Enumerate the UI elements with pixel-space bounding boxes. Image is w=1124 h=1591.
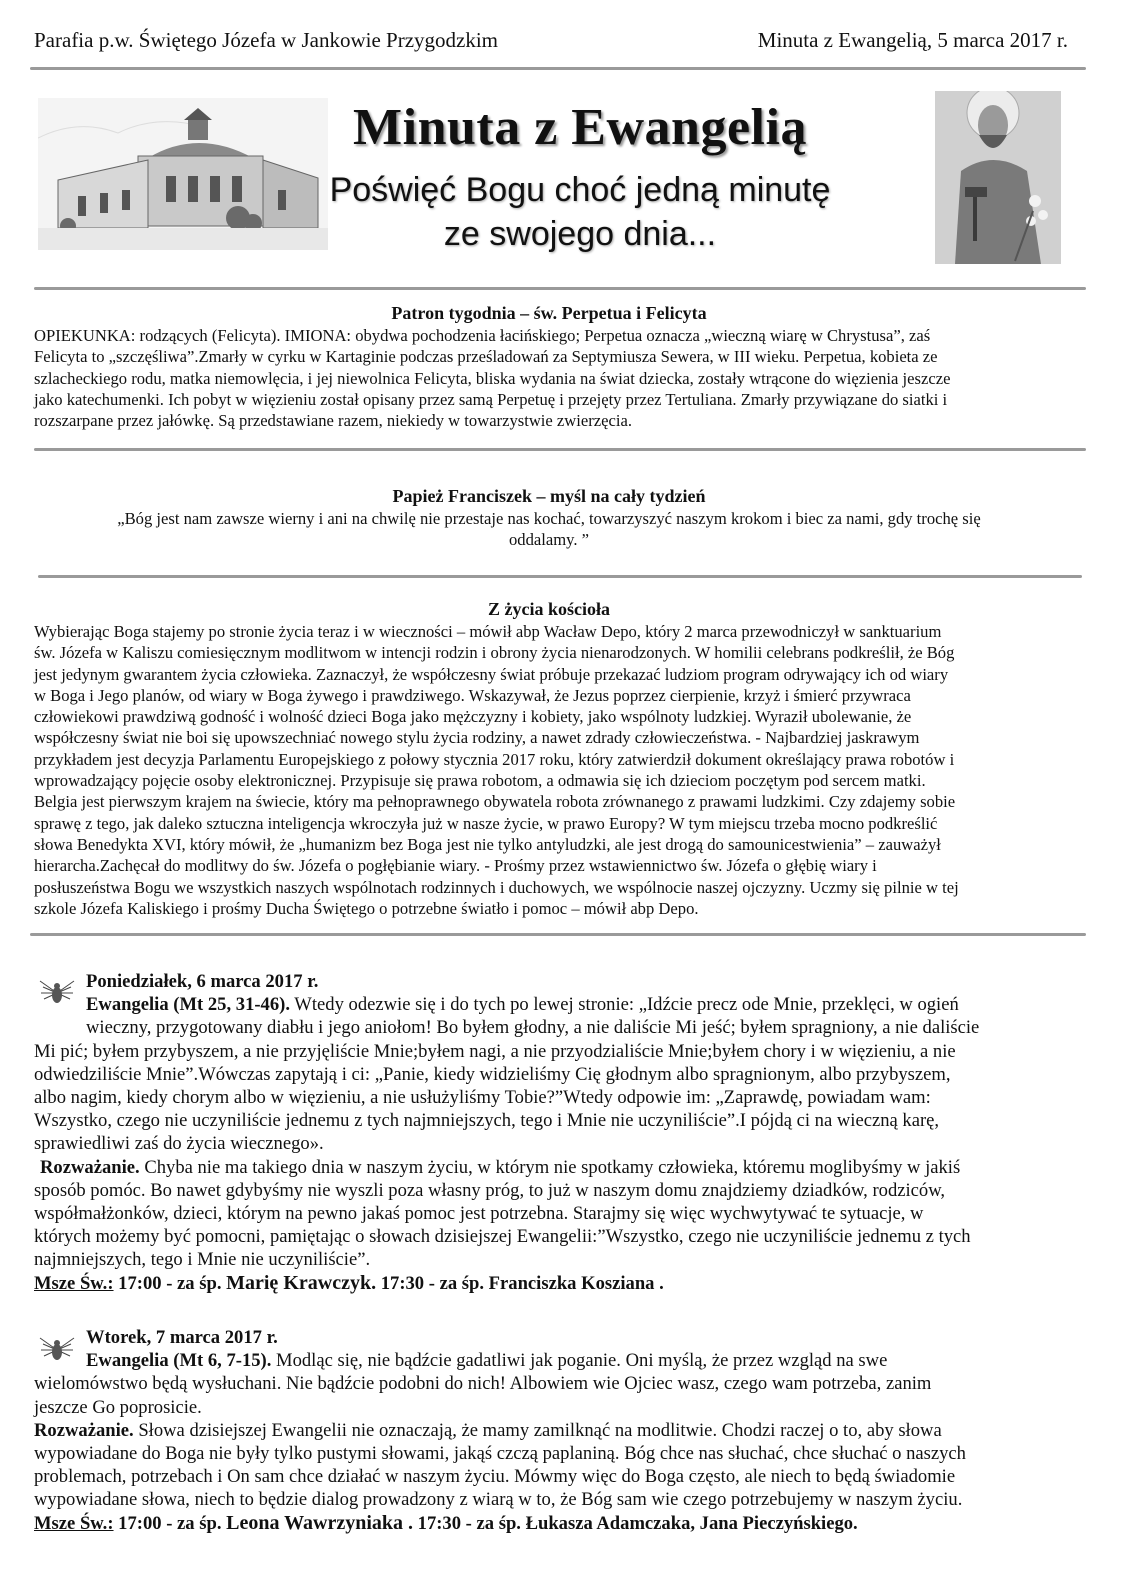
church-life-line: szkole Józefa Kaliskiego i prośmy Ducha Świętego o potrzebne światło i pomoc – mówił abp Depo.	[34, 898, 699, 918]
monday-reflection-text: Chyba nie ma takiego dnia w naszym życiu, w którym nie spotkamy człowieka, któremu moglibyśmy w jakiś	[139, 1156, 961, 1178]
church-life-line: posłuszeństwa Bogu we wszystkich naszych wspólnotach rodzinnych i duchowych, we wspólnocie naszej ojczyzny. Uczmy się pilnie w tej	[34, 877, 959, 897]
masthead-title: Minuta z Ewangelią	[353, 99, 807, 156]
monday-reflection-line: których możemy być pomocni, pamiętając o słowach dzisiejszej Ewangelii:”Wszystko, czego nie uczyniliście jednemu z tych	[34, 1226, 971, 1248]
monday-section	[34, 970, 1074, 1295]
issue-date: Minuta z Ewangelią, 5 marca 2017 r.	[757, 28, 1068, 52]
church-life-line: człowiekowi prawdziwą godność i wolność dzieci Boga jako mężczyzny i kobiety, jako wspólnoty ludzkiej. Wyraził ubolewanie, że	[34, 707, 912, 727]
monday-reflection-label: Rozważanie.	[40, 1156, 140, 1178]
church-life-text	[34, 621, 1064, 919]
monday-masses	[34, 1272, 1074, 1295]
monday-gospel-line: albo nagim, kiedy chorym albo w więzieniu, a nie usłużyliśmy Tobie?”Wtedy odpowie im: „Zaprawdę, powiadam wam:	[34, 1087, 931, 1109]
subtitle-line-2: ze swojego dnia...	[443, 215, 717, 253]
church-life-line: w Boga i Jego planów, od wiary w Boga żywego i prawdziwego. Wskazywał, że Jezus poprzez cierpienie, krzyż i śmierć przywraca	[34, 685, 911, 705]
mass-label: Msze Św.:	[34, 1272, 114, 1294]
parish-name: Parafia p.w. Świętego Józefa w Jankowie Przygodzkim	[34, 28, 499, 52]
divider	[30, 67, 1086, 70]
masthead-subtitle	[300, 168, 860, 256]
monday-reflection-line: współmałżonków, dzieci, którym na pewno jakaś pomoc jest potrzebna. Starajmy się więc wychwytywać te sytuacje, w	[34, 1203, 924, 1225]
mass-time: 17:00 - za śp.	[113, 1272, 227, 1294]
tuesday-section	[34, 1326, 1074, 1535]
tuesday-gospel-line: jeszcze Go poprosicie.	[34, 1396, 202, 1418]
saint-joseph-image	[935, 91, 1061, 264]
church-life-line: Belgia jest pierwszym krajem na świecie, który ma pełnoprawnego obywatela robota zrównanego z prawami ludzkimi. Czy zdajemy sobie	[34, 792, 956, 812]
tuesday-gospel-text: Modląc się, nie bądźcie gadatliwi jak poganie. Oni myślą, że przez wzgląd na swe	[271, 1350, 888, 1372]
patron-line: OPIEKUNKA: rodzących (Felicyta). IMIONA: obydwa pochodzenia łacińskiego; Perpetua oznacza „wieczną wiarę w Chrystusa”, zaś	[34, 326, 931, 345]
church-life-line: jest jedynym gwarantem życia człowieka. Zaznaczył, że współczesny świat próbuje przekazać ludziom program odrywający ich od wiary	[34, 664, 949, 684]
mass-label: Msze Św.:	[34, 1512, 114, 1534]
pope-quote-line: oddalamy. ”	[508, 530, 590, 550]
monday-date: Poniedziałek, 6 marca 2017 r.	[86, 971, 319, 992]
church-life-line: przykładem jest decyzja Parlamentu Europejskiego z połowy stycznia 2017 roku, który zatwierdził dokument określający prawa robotów i	[34, 749, 955, 769]
patron-line: Felicyta to „szczęśliwa”.Zmarły w cyrku w Kartaginie podczas prześladowań za Septymiusza Sewera, w III wieku. Perpetua, kobieta ze	[34, 347, 938, 367]
divider	[30, 933, 1086, 936]
tuesday-date: Wtorek, 7 marca 2017 r.	[86, 1327, 278, 1348]
divider	[38, 575, 1082, 578]
monday-gospel-line: sprawiedliwi zaś do życia wiecznego».	[34, 1133, 324, 1155]
tuesday-gospel-line: wielomówstwo będą wysłuchani. Nie bądźcie podobni do nich! Albowiem wie Ojciec wasz, czego wam potrzeba, zanim	[34, 1373, 932, 1395]
church-life-line: sprawę z tego, jak daleko sztuczna inteligencja wkroczyła już w nasze życie, w prawo Europy? W tym miejscu trzeba mocno podkreślić	[34, 813, 938, 833]
pope-quote-line: „Bóg jest nam zawsze wierny i ani na chwilę nie przestaje nas kochać, towarzyszyć naszym krokom i biec za nami, gdy trochę się	[117, 509, 981, 528]
mass-intention: Leona Wawrzyniaka .	[226, 1511, 413, 1534]
pope-quote	[34, 508, 1064, 551]
church-image	[38, 98, 328, 250]
patron-line: szlacheckiego rodu, matka niemowlęcia, i jej niewolnica Felicyta, bliska wydania na świat dziecka, zostały wtrącone do więzienia jeszcze	[34, 368, 951, 388]
monday-gospel-line: odwiedziliście Mnie”.Wówczas zapytają i ci: „Panie, kiedy widzieliśmy Cię głodnym albo spragnionym, albo przybyszem,	[34, 1063, 951, 1085]
patron-line: jako katechumenki. Ich pobyt w więzieniu został opisany przez samą Perpetuę i przejęty przez Tertuliana. Zmarły przywiązane do siatki i	[34, 389, 948, 409]
patron-line: rozszarpane przez jałówkę. Są przedstawiane razem, niekiedy w towarzystwie zwierzęcia.	[34, 411, 632, 431]
monday-gospel-line: Mi pić; byłem przybyszem, a nie przyjęliście Mnie;byłem nagi, a nie przyodzialiście Mnie;byłem chory i w więzieniu, a nie	[34, 1040, 956, 1062]
monday-reflection-line: najmniejszych, tego i Mnie nie uczyniliście”.	[34, 1249, 371, 1271]
patron-heading: Patron tygodnia – św. Perpetua i Felicyta	[391, 303, 707, 323]
subtitle-line-1: Poświęć Bogu choć jedną minutę	[329, 171, 831, 209]
tuesday-reflection-line: wypowiadane do Boga nie były tylko pustymi słowami, jakąś czczą paplaniną. Bóg chce nas słuchać, chce słuchać o naszych	[34, 1443, 966, 1465]
church-life-line: słowa Benedykta XVI, który mówił, że „humanizm bez Boga jest nie tylko antyludzki, ale jest drogą do samounicestwienia” – zauważył	[34, 834, 941, 854]
church-life-line: wprowadzający pojęcie osoby elektronicznej. Przypisuje się prawa robotom, a odmawia się ich dzieciom poczętym pod sercem matki.	[34, 771, 926, 791]
church-life-line: Wybierając Boga stajemy po stronie życia teraz i w wieczności – mówił abp Wacław Depo, który 2 marca przewodniczył w sanktuarium	[34, 622, 942, 641]
pope-heading: Papież Franciszek – myśl na cały tydzień	[392, 486, 706, 506]
church-life-line: św. Józefa w Kaliszu comiesięcznym modlitwom w intencji rodzin i obrony życia nienarodzonych. W homilii celebrans podkreślił, że Bóg	[34, 643, 955, 663]
tuesday-reflection-label: Rozważanie.	[34, 1419, 134, 1441]
tuesday-masses	[34, 1512, 1074, 1535]
tuesday-gospel-label: Ewangelia (Mt 6, 7-15).	[86, 1350, 272, 1372]
mass-time: 17:00 - za śp.	[113, 1512, 227, 1534]
tuesday-reflection-line: wypowiadane słowa, niech to będzie dialog prowadzony z wiarą w to, że Bóg sam wie czego potrzebujemy w naszym życiu.	[34, 1489, 963, 1511]
mass-time: 17:30 - za śp. Franciszka Kosziana .	[376, 1272, 664, 1294]
monday-gospel-line: Wszystko, czego nie uczyniliście jednemu z tych najmniejszych, tego i Mnie nie uczyniliście”.I pójdą ci na wieczną karę,	[34, 1110, 940, 1132]
church-life-line: hierarcha.Zachęcał do modlitwy do św. Józefa o pogłębianie wiary. - Prośmy przez wstawiennictwo św. Józefa o głębię wiary i	[34, 856, 877, 876]
monday-gospel-text: Wtedy odezwie się i do tych po lewej stronie: „Idźcie precz ode Mnie, przeklęci, w ogień	[290, 994, 959, 1016]
patron-text	[34, 325, 1064, 431]
mass-time: 17:30 - za śp. Łukasza Adamczaka, Jana Pieczyńskiego.	[413, 1512, 858, 1534]
monday-gospel-line: wieczny, przygotowany diabłu i jego aniołom! Bo byłem głodny, a nie daliście Mi jeść; byłem spragniony, a nie daliście	[86, 1017, 980, 1039]
tuesday-reflection-text: Słowa dzisiejszej Ewangelii nie oznaczają, że mamy zamilknąć na modlitwie. Chodzi raczej o to, aby słowa	[133, 1419, 942, 1441]
divider	[34, 287, 1086, 290]
monday-gospel-label: Ewangelia (Mt 25, 31-46).	[86, 994, 290, 1016]
church-life-line: współczesny świat nie boi się upowszechniać nowego stylu życia rodziny, a nawet zdrady człowieczeństwa. - Najbardziej jaskrawym	[34, 728, 920, 748]
divider	[34, 448, 1086, 451]
mass-intention: Marię Krawczyk.	[226, 1271, 377, 1294]
tuesday-reflection-line: problemach, potrzebach i On sam chce działać w naszym życiu. Mówmy więc do Boga często, ale niech to będą świadomie	[34, 1466, 956, 1488]
monday-reflection-line: sposób pomóc. Bo nawet gdybyśmy nie wyszli poza własny próg, to już w naszym domu znajdziemy dziadków, rodziców,	[34, 1179, 946, 1201]
church-life-heading: Z życia kościoła	[488, 599, 610, 619]
